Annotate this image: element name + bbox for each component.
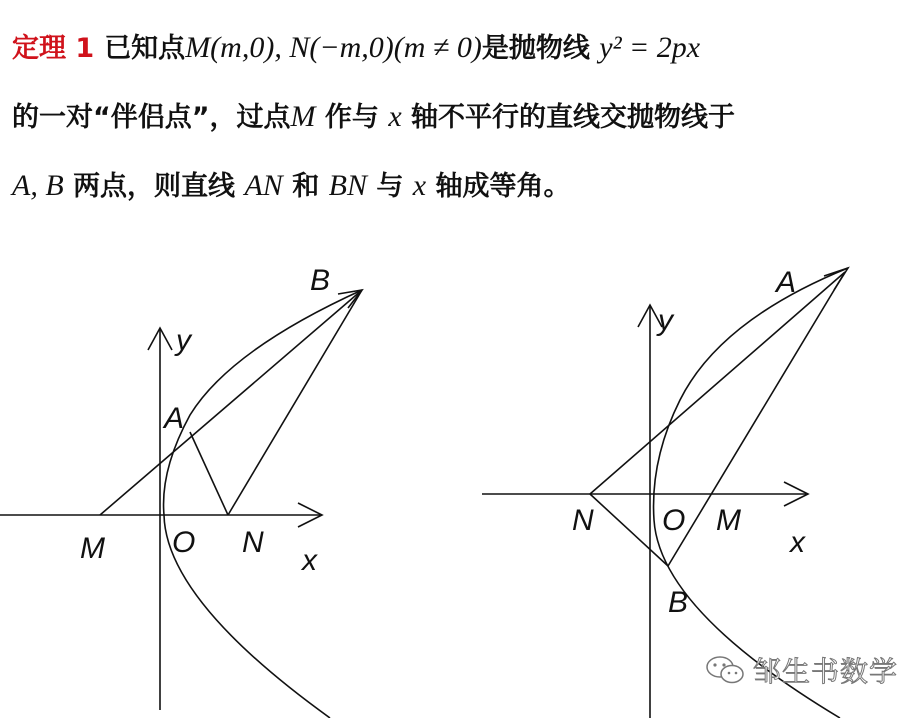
- text-4: 作与: [324, 102, 379, 133]
- label-O-right: O: [662, 504, 686, 537]
- watermark: [705, 650, 898, 690]
- parabola-left: [164, 290, 362, 718]
- line-MB: [100, 290, 362, 515]
- text-1: 已知点: [104, 33, 186, 64]
- label-O-left: O: [172, 526, 196, 559]
- label-M-left: M: [80, 532, 105, 565]
- parabola-equation: y² = 2px: [599, 31, 701, 64]
- text-6: 两点，则直线: [73, 171, 236, 202]
- label-B-right: B: [668, 586, 689, 619]
- line-BN: BN: [328, 169, 367, 202]
- label-y-right: y: [658, 304, 673, 337]
- label-A-left: A: [164, 402, 185, 435]
- text-7: 和: [292, 171, 320, 202]
- label-y-left: y: [176, 324, 191, 357]
- label-B-left: B: [310, 264, 331, 297]
- label-x-left: x: [302, 544, 317, 577]
- point-m-n: M(m,0), N(−m,0)(m ≠ 0): [185, 31, 482, 64]
- label-N-right: N: [572, 504, 594, 537]
- axis-x: x: [388, 100, 402, 133]
- axis-x-2: x: [412, 169, 427, 202]
- line-NB: [590, 494, 668, 566]
- line-NA: [590, 272, 845, 494]
- text-9: 轴成等角。: [435, 171, 571, 202]
- theorem-label: 定理 1: [12, 33, 95, 64]
- text-2: 是抛物线: [481, 33, 590, 64]
- points-AB: A, B: [12, 169, 64, 202]
- text-5: 轴不平行的直线交抛物线于: [411, 102, 736, 133]
- label-A-right: A: [776, 266, 797, 299]
- wechat-icon: [705, 654, 745, 686]
- text-3: 的一对“伴侣点”，过点: [12, 102, 291, 133]
- label-N-left: N: [242, 526, 264, 559]
- point-M: M: [290, 100, 316, 133]
- watermark-text: 邹生书数学: [753, 655, 899, 688]
- text-8: 与: [376, 171, 404, 202]
- label-x-right: x: [790, 526, 805, 559]
- line-AN-left: [190, 432, 228, 515]
- line-AN: AN: [244, 169, 283, 202]
- label-M-right: M: [716, 504, 741, 537]
